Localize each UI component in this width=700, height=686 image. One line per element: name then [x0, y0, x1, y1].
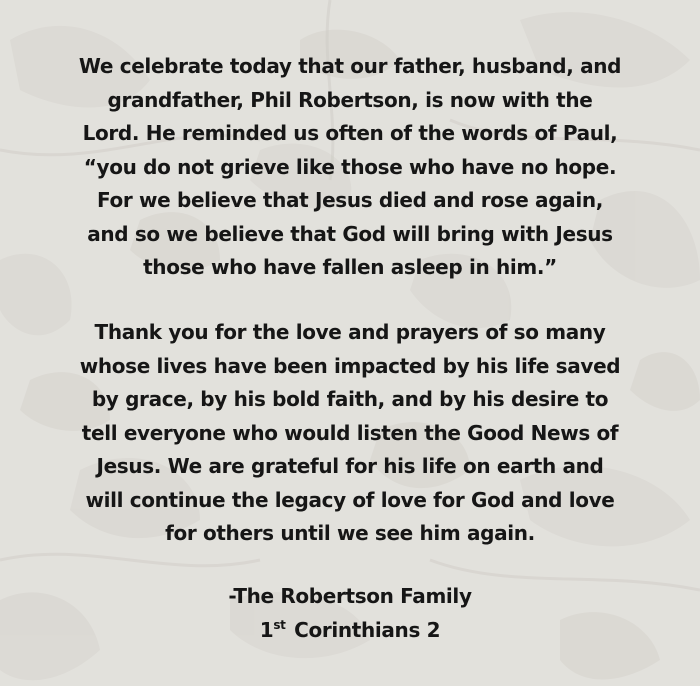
paragraph-line: Lord. He reminded us often of the words of Paul, — [82, 121, 618, 145]
reference-text: Corinthians 2 — [287, 617, 441, 642]
paragraph-line: those who have fallen asleep in him.” — [143, 255, 557, 279]
paragraph-line: tell everyone who would listen the Good News of — [81, 420, 619, 445]
paragraph-line: will continue the legacy of love for God and love — [85, 487, 615, 512]
scripture-reference — [0, 614, 700, 648]
reference-number: 1 — [259, 617, 274, 642]
paragraph-line: For we believe that Jesus died and rose again, — [97, 188, 603, 212]
paragraph-line: Jesus. We are grateful for his life on earth and — [96, 454, 604, 478]
signature-block — [0, 580, 700, 647]
paragraph-line: by grace, by his bold faith, and by his desire to — [91, 387, 609, 411]
paragraph-line: and so we believe that God will bring with Jesus — [87, 221, 613, 246]
reference-superscript: st — [273, 617, 286, 632]
family-signature: -The Robertson Family — [228, 584, 472, 608]
statement-paragraph-2 — [0, 316, 700, 551]
statement-paragraph-1 — [0, 50, 700, 285]
paragraph-line: Thank you for the love and prayers of so many — [94, 320, 606, 344]
paragraph-line: for others until we see him again. — [165, 521, 535, 545]
paragraph-line: whose lives have been impacted by his life saved — [79, 353, 621, 378]
paragraph-line: “you do not grieve like those who have no hope. — [83, 154, 617, 179]
paragraph-line: We celebrate today that our father, husband, and — [78, 54, 622, 78]
paragraph-line: grandfather, Phil Robertson, is now with the — [107, 87, 593, 112]
